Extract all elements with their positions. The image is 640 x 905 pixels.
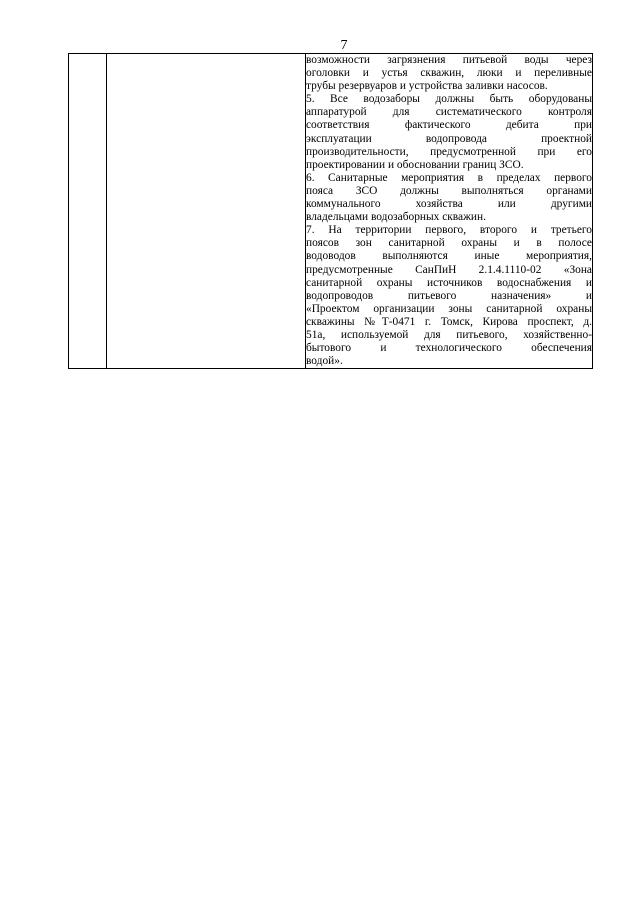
table-cell-number [69, 54, 107, 369]
text-line: 6. Санитарные мероприятия в пределах первого [306, 171, 592, 184]
table-row [69, 54, 593, 369]
page-number: 7 [340, 38, 348, 53]
text-line: пояса ЗСО должны выполняться органами [306, 184, 592, 197]
text-line: 5. Все водозаборы должны быть оборудованы [306, 93, 592, 106]
text-line: владельцами водозаборных скважин. [306, 211, 486, 224]
text-line: трубы резервуаров и устройства заливки насосов. [306, 80, 548, 93]
text-line: производительности, предусмотренной при его [306, 145, 592, 158]
text-line: водоводов выполняются иные мероприятия, [306, 250, 592, 263]
text-line: проектировании и обосновании границ ЗСО. [306, 158, 524, 171]
text-line: «Проектом организации зоны санитарной охраны [306, 302, 592, 315]
text-line: бытового и технологического обеспечения [306, 342, 592, 355]
table-cell-middle [107, 54, 306, 369]
text-line: коммунального хозяйства или другими [306, 198, 592, 211]
text-line: 7. На территории первого, второго и третьего [306, 224, 592, 237]
text-line: водой». [306, 355, 343, 368]
text-line: водопроводов питьевого назначения» и [306, 289, 592, 302]
text-line: поясов зон санитарной охраны и в полосе [306, 237, 592, 250]
text-line: санитарной охраны источников водоснабжения и [306, 276, 592, 289]
table-cell-text [306, 54, 593, 369]
text-line: 51а, используемой для питьевого, хозяйственно- [306, 328, 592, 341]
text-line: оголовки и устья скважин, люки и переливные [306, 67, 592, 80]
document-table [68, 53, 593, 369]
text-line: соответствия фактического дебита при [306, 119, 592, 132]
text-line: предусмотренные СанПиН 2.1.4.1110-02 «Зона [306, 263, 592, 276]
text-line: возможности загрязнения питьевой воды через [306, 54, 592, 66]
text-line: аппаратурой для систематического контроля [306, 106, 592, 119]
text-line: скважины №Т-0471 г. Томск, Кирова проспект, д. [306, 315, 592, 328]
text-line: эксплуатации водопровода проектной [306, 132, 592, 145]
